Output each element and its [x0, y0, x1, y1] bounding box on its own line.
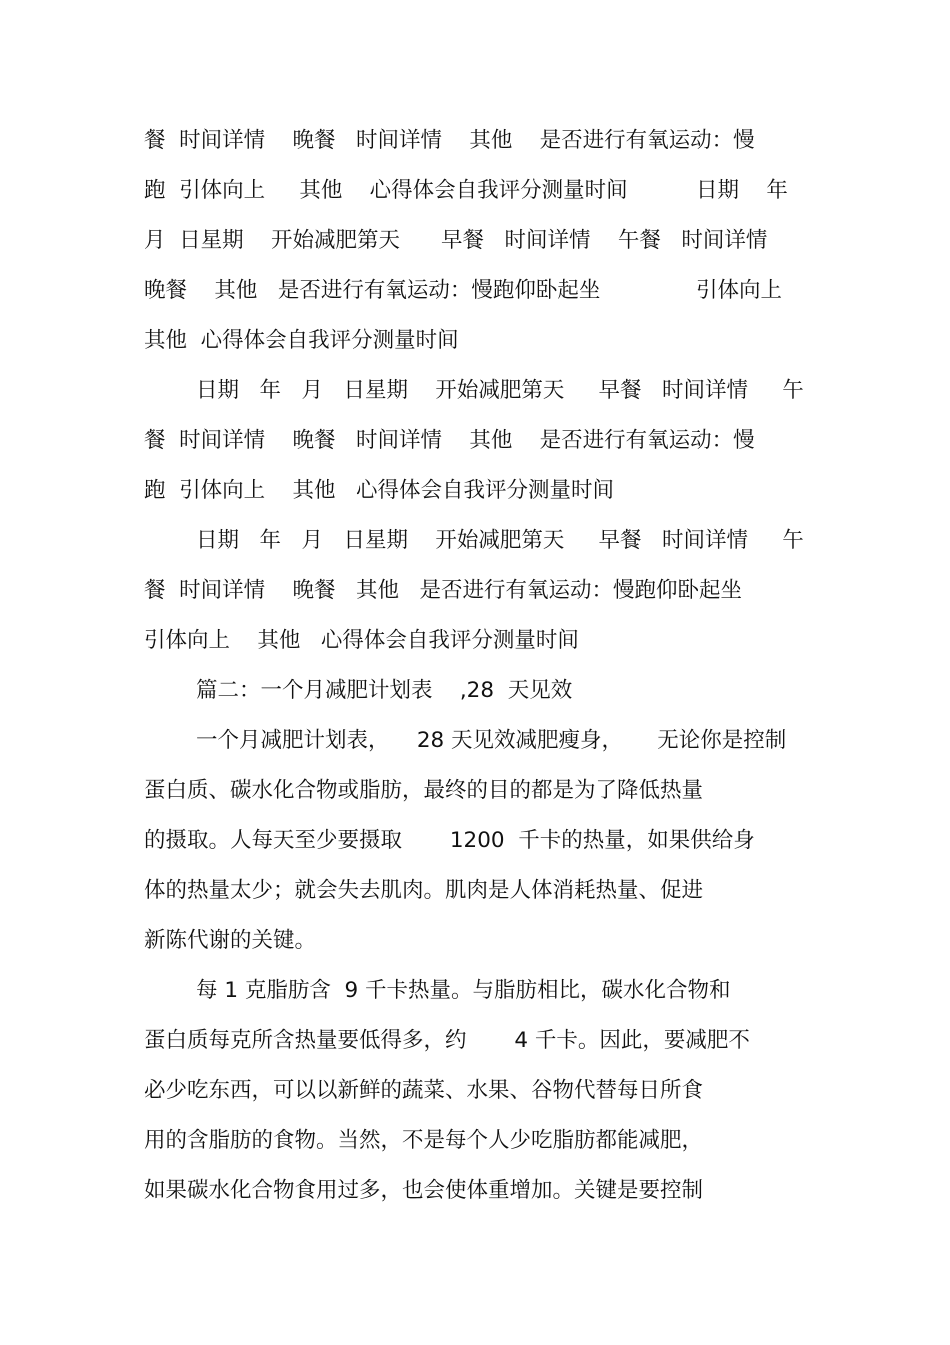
text-line: 如果碳水化合物食用过多，也会使体重增加。关键是要控制 [144, 1178, 704, 1203]
paragraph-start-line: 日期 年 月 日星期 开始减肥第天 早餐 时间详情 午 [196, 378, 804, 403]
text-line: 的摄取。人每天至少要摄取 1200 千卡的热量，如果供给身 [144, 828, 755, 853]
text-line: 餐 时间详情 晚餐 时间详情 其他 是否进行有氧运动：慢 [144, 428, 755, 453]
text-line: 其他 心得体会自我评分测量时间 [144, 328, 459, 353]
text-line: 晚餐 其他 是否进行有氧运动：慢跑仰卧起坐 引体向上 [144, 278, 783, 303]
text-line: 引体向上 其他 心得体会自我评分测量时间 [144, 628, 579, 653]
paragraph-start-line: 一个月减肥计划表， 28 天见效减肥瘦身， 无论你是控制 [196, 728, 787, 753]
text-line: 蛋白质、碳水化合物或脂肪，最终的目的都是为了降低热量 [144, 778, 704, 803]
text-line: 必少吃东西，可以以新鲜的蔬菜、水果、谷物代替每日所食 [144, 1078, 704, 1103]
text-line: 跑 引体向上 其他 心得体会自我评分测量时间 日期 年 [144, 178, 788, 203]
text-line: 用的含脂肪的食物。当然，不是每个人少吃脂肪都能减肥， [144, 1128, 704, 1153]
text-line: 跑 引体向上 其他 心得体会自我评分测量时间 [144, 478, 615, 503]
paragraph-start-line: 每 1 克脂肪含 9 千卡热量。与脂肪相比，碳水化合物和 [196, 978, 731, 1003]
text-line: 新陈代谢的关键。 [144, 928, 317, 953]
text-line: 餐 时间详情 晚餐 其他 是否进行有氧运动：慢跑仰卧起坐 [144, 578, 743, 603]
text-line: 体的热量太少；就会失去肌肉。肌肉是人体消耗热量、促进 [144, 878, 704, 903]
section-heading: 篇二：一个月减肥计划表 ,28 天见效 [196, 678, 573, 703]
text-line: 餐 时间详情 晚餐 时间详情 其他 是否进行有氧运动：慢 [144, 128, 755, 153]
paragraph-start-line: 日期 年 月 日星期 开始减肥第天 早餐 时间详情 午 [196, 528, 804, 553]
text-line: 蛋白质每克所含热量要低得多，约 4 千卡。因此，要减肥不 [144, 1028, 750, 1053]
text-line: 月 日星期 开始减肥第天 早餐 时间详情 午餐 时间详情 [144, 228, 768, 253]
